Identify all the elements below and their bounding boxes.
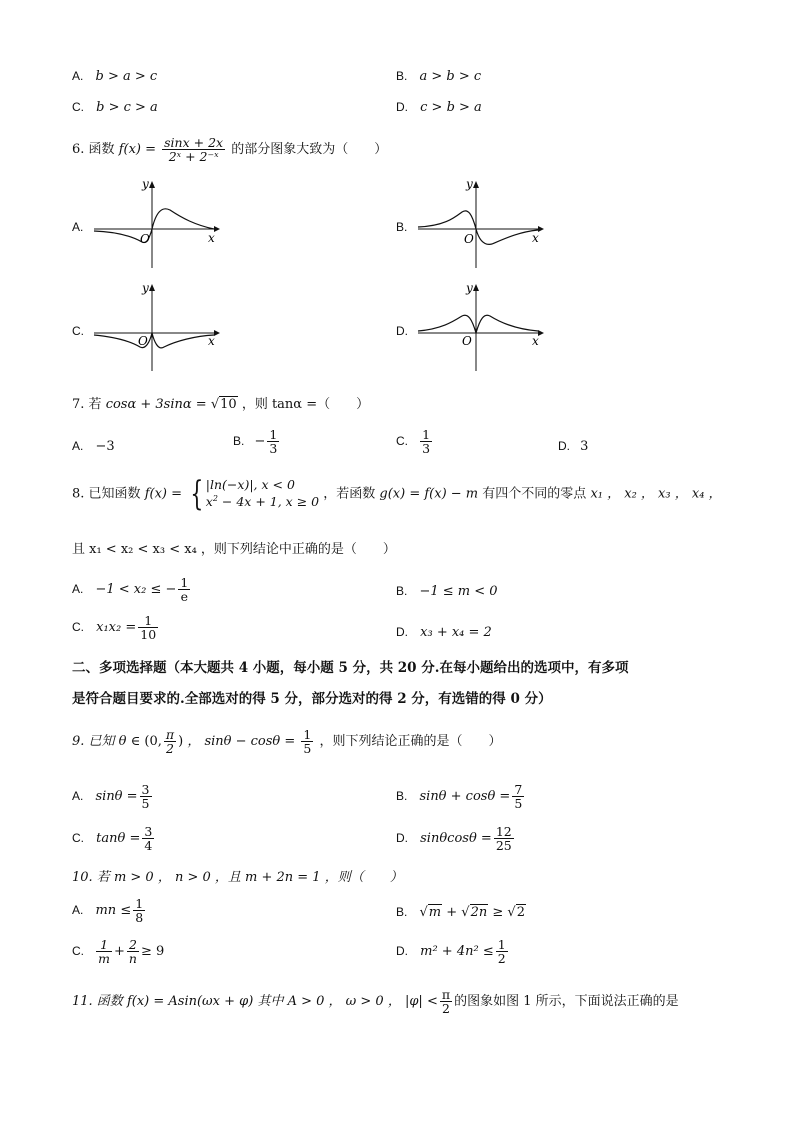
question-tail: ，则 tanα =（ ） (241, 397, 370, 412)
denominator: n (128, 951, 137, 967)
q7-option-c (396, 428, 434, 455)
option-label: C. (396, 434, 408, 449)
x-axis-arrow (538, 330, 544, 336)
q9-option-c (72, 825, 156, 852)
q10-stem: 10. 若 m > 0 ， n > 0 ，且 m + 2n = 1 ，则（ ） (72, 870, 403, 885)
origin-label: O (138, 334, 148, 348)
graph-d-label[interactable]: D. (396, 324, 408, 338)
q10-option-c (72, 938, 164, 965)
numerator: 3 (144, 824, 153, 839)
equation: ， sinθ − cosθ = (187, 734, 296, 750)
option-label: C. (72, 944, 84, 959)
option-label: B. (396, 584, 408, 598)
fraction (267, 428, 279, 455)
graph-b (414, 180, 544, 270)
x-label: x (208, 231, 215, 245)
q5-option-c (72, 101, 158, 114)
fraction (512, 783, 524, 810)
origin-label: O (464, 232, 474, 246)
q10-option-a (72, 897, 147, 924)
numerator: 12 (495, 824, 512, 839)
denominator: 4 (144, 838, 153, 854)
graph-b-label[interactable]: B. (396, 220, 408, 234)
fraction (178, 576, 190, 603)
q9-option-d (396, 825, 516, 852)
interval-close: ) (178, 734, 184, 750)
option-label: C. (72, 831, 84, 846)
q7-option-d (558, 440, 588, 453)
fraction (420, 428, 432, 455)
option-expr: −1 < x₂ ≤ − (95, 582, 177, 598)
q7-stem (72, 398, 369, 411)
question-tail: 的图象如图 1 所示，下面说法正确的是 (454, 994, 679, 1010)
fraction (301, 728, 313, 755)
denominator: 2 (166, 741, 174, 757)
q5-option-b (396, 70, 481, 83)
option-label: D. (558, 439, 570, 453)
q5-option-a (72, 70, 157, 83)
relation: ≥ 9 (140, 944, 165, 960)
option-label: D. (396, 100, 408, 114)
fraction (140, 783, 152, 810)
option-label: B. (396, 789, 408, 804)
numerator: 2 (127, 938, 139, 952)
denominator: 8 (135, 910, 144, 926)
denominator: 2 (441, 1001, 450, 1017)
option-expr: mn ≤ (95, 903, 132, 919)
option-label: D. (396, 625, 408, 639)
numerator: 7 (514, 782, 523, 797)
origin-label: O (462, 334, 472, 348)
graph-c-label[interactable]: C. (72, 324, 84, 338)
y-axis-arrow (473, 181, 479, 188)
option-expr: x₃ + x₄ = 2 (420, 625, 492, 640)
fraction (164, 728, 176, 755)
option-label: A. (72, 69, 84, 83)
denominator: 25 (495, 838, 512, 854)
section-heading-line1: 二、多项选择题（本大题共 4 小题，每小题 5 分，共 20 分.在每小题给出的选项中，有多项 (72, 660, 629, 676)
option-expr: b > c > a (96, 100, 158, 115)
q9-stem (72, 728, 502, 755)
option-label: D. (396, 831, 408, 846)
y-label: y (142, 283, 149, 295)
q8-option-b (396, 585, 498, 598)
graph-a-label[interactable]: A. (72, 220, 84, 234)
denominator: 5 (303, 741, 312, 757)
option-expr: 3 (580, 439, 589, 454)
denominator: m (98, 951, 110, 967)
option-label: A. (72, 789, 84, 804)
q11-stem (72, 988, 679, 1015)
fraction (494, 825, 514, 852)
graph-d (414, 283, 544, 373)
equation: cosα + 3sinα = (105, 397, 207, 412)
plus: + (442, 905, 462, 920)
case-2 (206, 494, 319, 511)
denominator: 3 (269, 441, 278, 457)
interval-open: (0, (144, 734, 162, 750)
option-label: A. (72, 582, 84, 597)
fraction (133, 897, 145, 924)
piecewise-cases (206, 477, 319, 511)
option-expr: x₁x₂ = (96, 620, 137, 636)
option-expr: sinθ + cosθ = (419, 789, 511, 805)
numerator: 1 (269, 427, 278, 442)
q5-option-d (396, 101, 482, 114)
fraction (496, 938, 508, 965)
case-2-rest: − 4x + 1, x ≥ 0 (217, 494, 320, 509)
q8-option-d (396, 626, 492, 639)
numerator: π (165, 727, 175, 742)
graph-a (90, 180, 220, 270)
option-expr: −3 (95, 439, 115, 454)
x-label: x (208, 334, 215, 348)
option-label: A. (72, 903, 84, 918)
numerator: 1 (138, 614, 158, 628)
denominator: 5 (514, 796, 523, 812)
graph-c (90, 283, 220, 373)
denominator: 2 (497, 951, 506, 967)
denominator: 2ˣ + 2⁻ˣ (168, 149, 219, 165)
y-label: y (466, 283, 473, 295)
numerator: sinx + 2x (164, 135, 224, 150)
y-axis-arrow (473, 284, 479, 291)
option-expr: tanθ = (96, 831, 141, 847)
numerator: 1 (135, 896, 144, 911)
numerator: 1 (497, 937, 506, 952)
question-number: 9. 已知 θ ∈ (72, 734, 141, 750)
x-label: x (532, 334, 539, 348)
numerator: 1 (303, 727, 312, 742)
q8-option-c (72, 614, 160, 641)
q6-stem (72, 136, 387, 163)
y-axis-arrow (149, 284, 155, 291)
numerator: π (441, 987, 451, 1002)
q8-stem-line2: 且 x₁ < x₂ < x₃ < x₄ ，则下列结论中正确的是（ ） (72, 542, 396, 557)
fraction (162, 136, 225, 163)
option-expr: sinθ = (95, 789, 138, 805)
fraction (138, 614, 158, 641)
denominator: e (180, 589, 189, 605)
option-expr: sinθcosθ = (420, 831, 492, 847)
question-number: 8. 已知函数 (72, 486, 141, 502)
option-label: B. (396, 69, 408, 83)
x-label: x (532, 231, 539, 245)
q8-stem (72, 474, 722, 514)
case-1: |ln(−x)|, x < 0 (205, 477, 295, 493)
numerator: 3 (141, 782, 150, 797)
y-label: y (142, 180, 149, 191)
sqrt-sign: √ (210, 397, 220, 412)
function-curve (94, 333, 214, 348)
option-expr: b > a > c (95, 69, 158, 84)
radicand: 2n (470, 905, 488, 920)
x-axis-arrow (214, 330, 220, 336)
function-curve (418, 211, 538, 245)
question-number: 6. 函数 (72, 142, 115, 158)
q7-option-b (233, 428, 281, 455)
stem-expr: 11. 函数 f(x) = Asin(ωx + φ) 其中 A > 0 ， ω > 0 ， |φ| < (72, 994, 438, 1010)
plus: + (114, 944, 125, 960)
option-label: D. (396, 944, 408, 959)
option-expr: m² + 4n² ≤ (420, 944, 494, 960)
section-heading-line2: 是符合题目要求的.全部选对的得 5 分，部分选对的得 2 分，有选错的得 0 分） (72, 691, 552, 707)
function-name: f(x) = (144, 486, 182, 502)
function-curve (94, 209, 214, 243)
sqrt-sign: √ (507, 905, 516, 920)
x-axis-arrow (538, 226, 544, 232)
numerator: 1 (422, 427, 431, 442)
option-label: B. (396, 905, 408, 919)
y-label: y (466, 180, 473, 191)
denominator: 3 (422, 441, 431, 457)
option-label: B. (233, 434, 245, 449)
q9-option-b (396, 783, 526, 810)
x-axis-arrow (214, 226, 220, 232)
option-expr: c > b > a (420, 100, 482, 115)
fraction (440, 988, 452, 1015)
sqrt-sign: √ (461, 905, 470, 920)
question-tail: ，则下列结论正确的是（ ） (319, 734, 502, 750)
radicand: m (428, 905, 442, 920)
option-expr: −1 ≤ m < 0 (419, 584, 498, 599)
option-label: C. (72, 100, 84, 114)
case-2-base: x (205, 494, 213, 509)
sqrt-sign: √ (419, 905, 428, 920)
function-curve (418, 315, 538, 333)
numerator: 1 (180, 575, 189, 590)
fraction (127, 938, 139, 965)
option-sign: − (254, 434, 266, 450)
radicand: 2 (516, 905, 525, 920)
g-definition: g(x) = f(x) − m (379, 486, 479, 502)
q7-option-a (72, 440, 115, 453)
piecewise-brace: { (190, 474, 204, 514)
q10-option-b (396, 906, 526, 919)
function-name: f(x) = (118, 142, 156, 158)
denominator: 5 (141, 796, 150, 812)
y-axis-arrow (149, 181, 155, 188)
denominator: 10 (140, 627, 157, 643)
exponent: 2 (212, 494, 218, 503)
q9-option-a (72, 783, 154, 810)
stem-post: 有四个不同的零点 (482, 486, 587, 502)
stem-mid: ，若函数 (323, 486, 376, 502)
option-label: C. (72, 620, 84, 635)
fraction (142, 825, 154, 852)
radicand: 10 (220, 397, 237, 412)
q8-option-a (72, 576, 192, 603)
zeros-list: x₁ ， x₂ ， x₃ ， x₄ ， (590, 486, 722, 502)
numerator: 1 (96, 938, 112, 952)
question-tail: 的部分图象大致为（ ） (231, 142, 388, 158)
question-number: 7. 若 (72, 397, 102, 412)
option-expr: a > b > c (419, 69, 482, 84)
option-label: A. (72, 439, 84, 453)
fraction (96, 938, 112, 965)
origin-label: O (140, 232, 150, 246)
relation: ≥ (488, 905, 508, 920)
q10-option-d (396, 938, 510, 965)
